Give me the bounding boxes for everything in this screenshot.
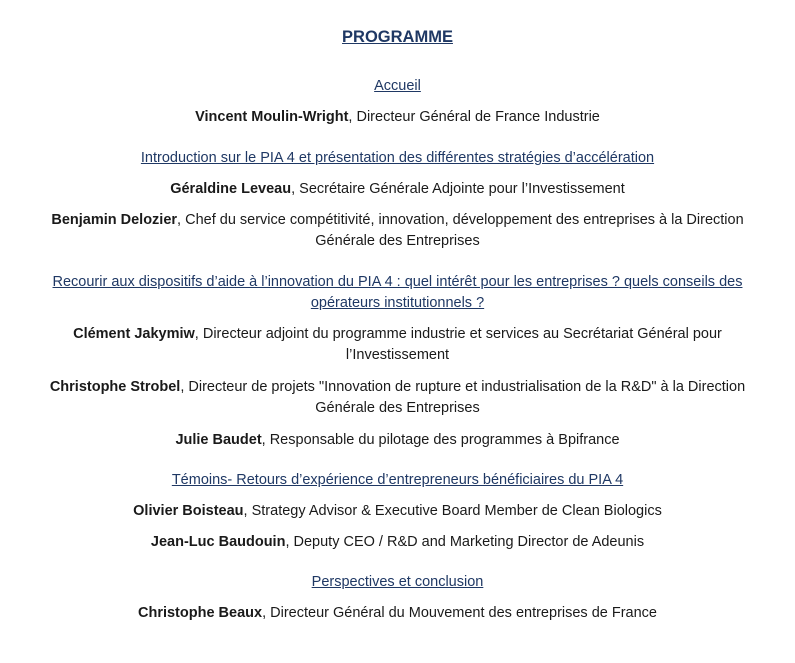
speaker-role: , Directeur Général de France Industrie [348, 109, 600, 125]
speaker-name: Jean-Luc Baudouin [150, 534, 286, 550]
speaker-entry [20, 210, 775, 252]
speaker-name: Clément Jakymiw [73, 326, 195, 342]
section-heading-dispositifs: Recourir aux dispositifs d’aide à l’innovation du PIA 4 : quel intérêt pour les entreprises ? quels conseils des opérateurs institutionnels ? [52, 274, 743, 311]
section-heading-perspectives: Perspectives et conclusion [311, 574, 484, 590]
speaker-name: Christophe Beaux [137, 605, 263, 621]
speaker-entry [20, 430, 775, 451]
speaker-role: , Directeur de projets "Innovation de rupture et industrialisation de la R&D" à la Direction Générale des Entreprises [180, 379, 746, 416]
speaker-entry [20, 501, 775, 522]
speaker-entry [20, 107, 775, 128]
speaker-role: , Strategy Advisor & Executive Board Member de Clean Biologics [243, 503, 662, 519]
speaker-entry [20, 324, 775, 366]
speaker-name: Vincent Moulin-Wright [195, 109, 349, 125]
speaker-role: , Chef du service compétitivité, innovation, développement des entreprises à la Direction Générale des Entreprises [177, 212, 744, 249]
section-heading-introduction: Introduction sur le PIA 4 et présentation des différentes stratégies d’accélération [140, 150, 655, 166]
speaker-role: , Directeur adjoint du programme industrie et services au Secrétariat Général pour l’Investissement [194, 326, 722, 363]
speaker-role: , Directeur Général du Mouvement des entreprises de France [262, 605, 657, 621]
speaker-role: , Secrétaire Générale Adjointe pour l’Investissement [291, 181, 625, 197]
speaker-name: Christophe Strobel [49, 379, 181, 395]
speaker-name: Olivier Boisteau [133, 503, 244, 519]
speaker-role: , Deputy CEO / R&D and Marketing Director de Adeunis [285, 534, 645, 550]
speaker-entry [20, 532, 775, 553]
speaker-entry [20, 603, 775, 624]
page-title: PROGRAMME [342, 28, 453, 46]
speaker-role: , Responsable du pilotage des programmes à Bpifrance [261, 432, 620, 448]
speaker-name: Julie Baudet [175, 432, 262, 448]
speaker-entry [20, 179, 775, 200]
section-heading-accueil: Accueil [374, 78, 421, 94]
speaker-name: Géraldine Leveau [170, 181, 292, 197]
speaker-entry [20, 377, 775, 419]
section-heading-temoins: Témoins- Retours d’expérience d’entrepreneurs bénéficiaires du PIA 4 [171, 472, 624, 488]
speaker-name: Benjamin Delozier [51, 212, 178, 228]
